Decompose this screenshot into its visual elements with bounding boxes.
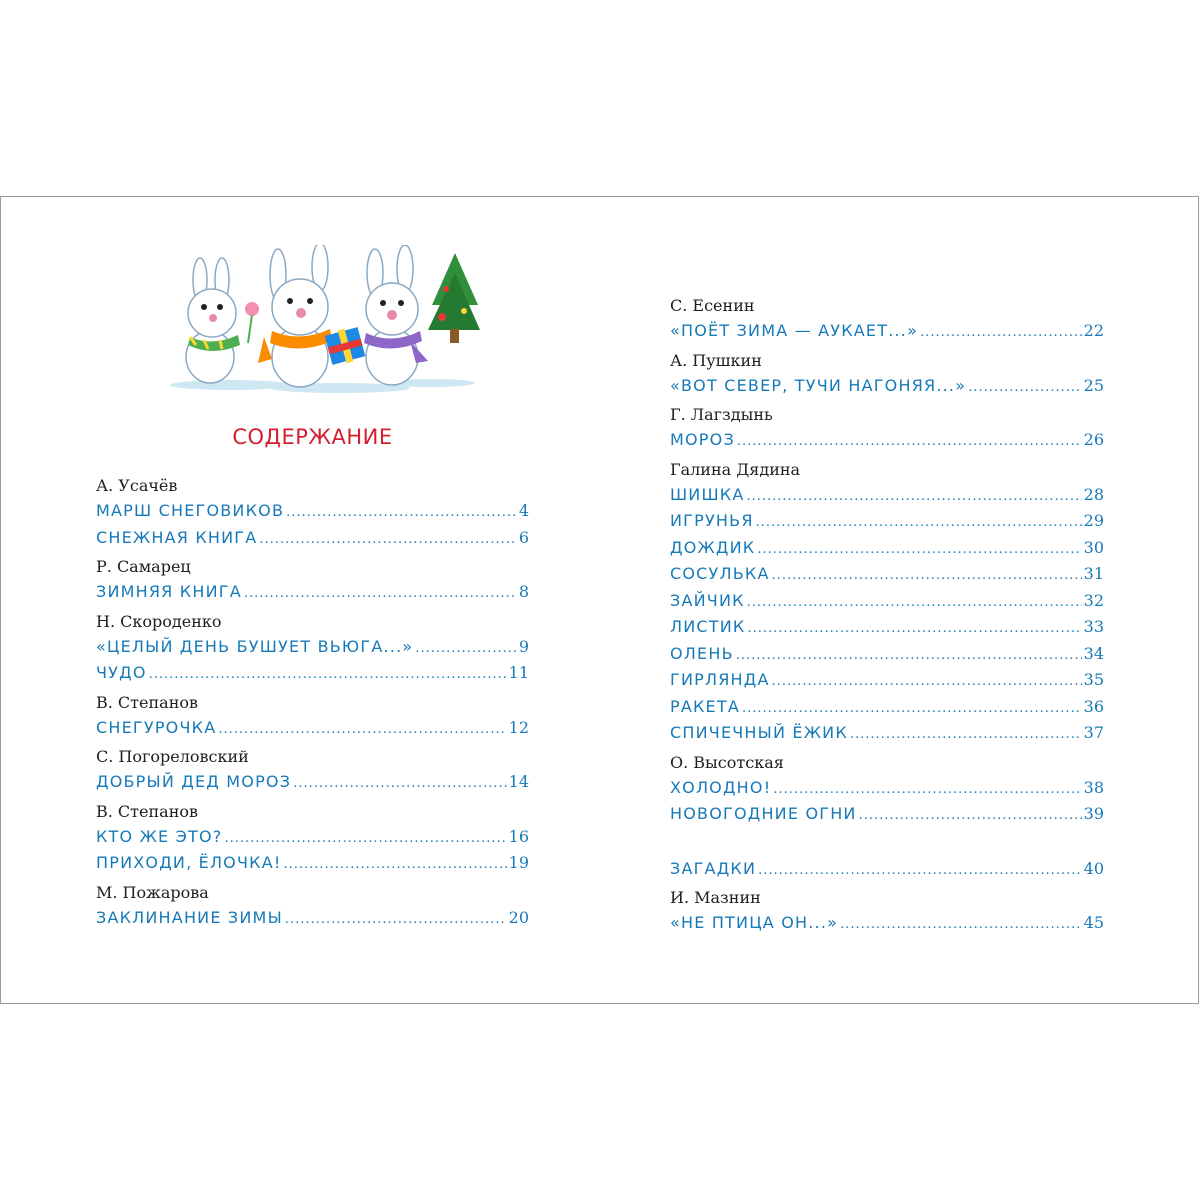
toc-entry[interactable]: [670, 694, 1104, 721]
toc-entry-leader-dots: [283, 852, 506, 879]
toc-entry[interactable]: [670, 667, 1104, 694]
toc-entry-page-number: 32: [1083, 590, 1104, 610]
gift-box-icon: [325, 327, 366, 365]
toc-group: [96, 881, 529, 932]
toc-entry-title: МОРОЗ: [670, 430, 735, 449]
toc-right-column: [670, 290, 1104, 937]
toc-group: [670, 349, 1104, 400]
toc-group: [670, 458, 1104, 747]
toc-entry-page-number: 37: [1083, 723, 1104, 742]
toc-group: [670, 832, 1104, 883]
toc-entry-page-number: 12: [508, 717, 529, 737]
toc-entry-title: «ВОТ СЕВЕР, ТУЧИ НАГОНЯЯ...»: [670, 375, 967, 395]
toc-entry[interactable]: [670, 508, 1104, 535]
toc-entry[interactable]: [670, 318, 1104, 345]
toc-entry-leader-dots: [742, 696, 1082, 723]
toc-entry[interactable]: [96, 824, 529, 851]
toc-group: [96, 555, 529, 606]
toc-entry-title: ЗАКЛИНАНИЕ ЗИМЫ: [96, 907, 283, 927]
toc-entry-leader-dots: [218, 717, 506, 744]
toc-group: [96, 745, 529, 796]
toc-entry[interactable]: [670, 373, 1104, 400]
toc-entry-leader-dots: [920, 320, 1082, 347]
toc-author: Галина Дядина: [670, 459, 801, 479]
toc-entry-title: СПИЧЕЧНЫЙ ЁЖИК: [670, 723, 848, 742]
toc-entry-page-number: 35: [1083, 670, 1104, 689]
toc-entry-title: ШИШКА: [670, 484, 745, 504]
toc-entry[interactable]: [670, 482, 1104, 509]
toc-entry-leader-dots: [850, 722, 1082, 749]
toc-entry-page-number: 30: [1083, 537, 1104, 557]
bunnies-illustration-icon: [160, 245, 480, 397]
toc-entry-title: ЛИСТИК: [670, 617, 746, 636]
toc-entry-leader-dots: [840, 912, 1082, 939]
toc-entry-title: ОЛЕНЬ: [670, 643, 734, 663]
toc-entry-title: НОВОГОДНИЕ ОГНИ: [670, 804, 857, 823]
toc-group: [96, 610, 529, 687]
toc-entry[interactable]: [670, 427, 1104, 454]
toc-entry-page-number: 16: [508, 826, 529, 846]
toc-entry[interactable]: [670, 641, 1104, 668]
toc-entry-leader-dots: [968, 375, 1081, 402]
toc-entry[interactable]: [96, 579, 529, 606]
toc-entry-leader-dots: [293, 771, 506, 798]
toc-group: [670, 294, 1104, 345]
toc-entry[interactable]: [670, 856, 1104, 883]
toc-entry-page-number: 28: [1083, 484, 1104, 504]
bunny-left-icon: [186, 258, 240, 383]
toc-entry-page-number: 14: [508, 772, 529, 791]
toc-entry-page-number: 33: [1083, 617, 1104, 636]
toc-left-column: [96, 470, 529, 931]
toc-entry-title: ПРИХОДИ, ЁЛОЧКА!: [96, 853, 282, 872]
toc-entry-title: ЧУДО: [96, 663, 147, 682]
toc-entry[interactable]: [670, 614, 1104, 641]
toc-entry[interactable]: [96, 634, 529, 661]
toc-group: [96, 474, 529, 551]
toc-entry[interactable]: [96, 905, 529, 932]
toc-entry-leader-dots: [859, 803, 1082, 830]
toc-entry-title: СОСУЛЬКА: [670, 564, 770, 583]
toc-entry-title: «ПОЁТ ЗИМА — АУКАЕТ...»: [670, 321, 919, 340]
toc-entry-page-number: 45: [1083, 913, 1104, 932]
toc-entry-page-number: 34: [1083, 643, 1104, 663]
toc-entry-leader-dots: [758, 858, 1082, 885]
toc-author: В. Степанов: [96, 801, 198, 821]
toc-author: М. Пожарова: [96, 882, 209, 902]
toc-group: [96, 691, 529, 742]
toc-entry-page-number: 31: [1083, 564, 1104, 583]
toc-entry-leader-dots: [756, 510, 1082, 537]
toc-group: [670, 886, 1104, 937]
toc-entry-title: ГИРЛЯНДА: [670, 670, 770, 689]
toc-entry-page-number: 6: [518, 527, 529, 547]
toc-entry-page-number: 39: [1083, 804, 1104, 823]
toc-entry-leader-dots: [415, 636, 516, 663]
toc-group: [670, 751, 1104, 828]
toc-entry[interactable]: [670, 910, 1104, 937]
toc-entry-leader-dots: [737, 429, 1082, 456]
toc-entry-page-number: 40: [1083, 858, 1104, 878]
toc-author: Г. Лагздынь: [670, 405, 773, 424]
toc-author: С. Есенин: [670, 296, 755, 315]
toc-entry[interactable]: [670, 561, 1104, 588]
toc-author: Н. Скороденко: [96, 611, 222, 631]
toc-entry[interactable]: [96, 850, 529, 877]
toc-group: [96, 800, 529, 877]
toc-entry-title: ХОЛОДНО!: [670, 777, 772, 797]
bunny-right-icon: [364, 245, 428, 385]
toc-entry-leader-dots: [747, 484, 1082, 511]
toc-author: А. Усачёв: [96, 476, 178, 495]
toc-entry-title: ДОЖДИК: [670, 537, 756, 557]
toc-entry[interactable]: [670, 775, 1104, 802]
toc-entry-leader-dots: [259, 527, 516, 554]
toc-entry[interactable]: [96, 715, 529, 742]
contents-title: СОДЕРЖАНИЕ: [232, 425, 393, 449]
toc-author: В. Степанов: [96, 692, 198, 712]
bunny-middle-icon: [258, 245, 332, 387]
toc-author: [670, 832, 1104, 856]
toc-group: [670, 403, 1104, 454]
toc-entry-page-number: 25: [1083, 375, 1104, 395]
toc-entry-title: ЗАГАДКИ: [670, 858, 757, 878]
toc-entry-title: КТО ЖЕ ЭТО?: [96, 826, 223, 846]
toc-entry-title: ДОБРЫЙ ДЕД МОРОЗ: [96, 772, 292, 791]
toc-author: А. Пушкин: [670, 350, 762, 370]
toc-author: С. Погореловский: [96, 747, 249, 766]
toc-entry[interactable]: [670, 801, 1104, 828]
flower-icon: [245, 302, 259, 343]
toc-entry-title: «НЕ ПТИЦА ОН...»: [670, 913, 839, 932]
toc-entry[interactable]: [96, 769, 529, 796]
toc-entry-page-number: 9: [518, 636, 529, 656]
toc-entry-leader-dots: [757, 537, 1081, 564]
toc-entry-leader-dots: [244, 581, 517, 608]
toc-entry-page-number: 38: [1083, 777, 1104, 797]
toc-author: И. Мазнин: [670, 888, 761, 907]
toc-entry-page-number: 36: [1083, 696, 1104, 716]
toc-entry-page-number: 22: [1083, 321, 1104, 340]
toc-entry-page-number: 4: [518, 501, 529, 520]
toc-entry-leader-dots: [772, 669, 1082, 696]
toc-entry[interactable]: [96, 525, 529, 552]
toc-entry[interactable]: [96, 660, 529, 687]
toc-entry-title: МАРШ СНЕГОВИКОВ: [96, 501, 285, 520]
toc-entry-title: РАКЕТА: [670, 696, 740, 716]
toc-entry[interactable]: [670, 535, 1104, 562]
toc-entry-page-number: 19: [508, 853, 529, 872]
toc-entry-page-number: 26: [1083, 430, 1104, 449]
toc-entry-leader-dots: [149, 662, 507, 689]
toc-entry-title: «ЦЕЛЫЙ ДЕНЬ БУШУЕТ ВЬЮГА...»: [96, 636, 414, 656]
toc-entry-page-number: 29: [1083, 511, 1104, 530]
toc-entry-title: ИГРУНЬЯ: [670, 511, 754, 530]
toc-entry-title: ЗИМНЯЯ КНИГА: [96, 582, 242, 601]
toc-entry[interactable]: [670, 588, 1104, 615]
toc-entry[interactable]: [96, 498, 529, 525]
toc-entry-leader-dots: [772, 563, 1082, 590]
toc-entry-leader-dots: [224, 826, 506, 853]
toc-entry-leader-dots: [286, 500, 517, 527]
toc-entry-page-number: 20: [508, 907, 529, 927]
toc-entry-page-number: 11: [508, 663, 529, 682]
toc-author: Р. Самарец: [96, 557, 191, 576]
toc-entry-title: СНЕЖНАЯ КНИГА: [96, 527, 258, 547]
toc-entry-title: ЗАЙЧИК: [670, 590, 745, 610]
toc-entry[interactable]: [670, 720, 1104, 747]
toc-entry-leader-dots: [747, 616, 1081, 643]
toc-author: О. Высотская: [670, 752, 784, 772]
toc-entry-leader-dots: [736, 643, 1082, 670]
christmas-tree-icon: [428, 253, 480, 343]
toc-entry-leader-dots: [747, 590, 1082, 617]
toc-entry-leader-dots: [285, 907, 507, 934]
toc-entry-title: СНЕГУРОЧКА: [96, 717, 217, 737]
toc-entry-page-number: 8: [518, 582, 529, 601]
toc-entry-leader-dots: [773, 777, 1081, 804]
